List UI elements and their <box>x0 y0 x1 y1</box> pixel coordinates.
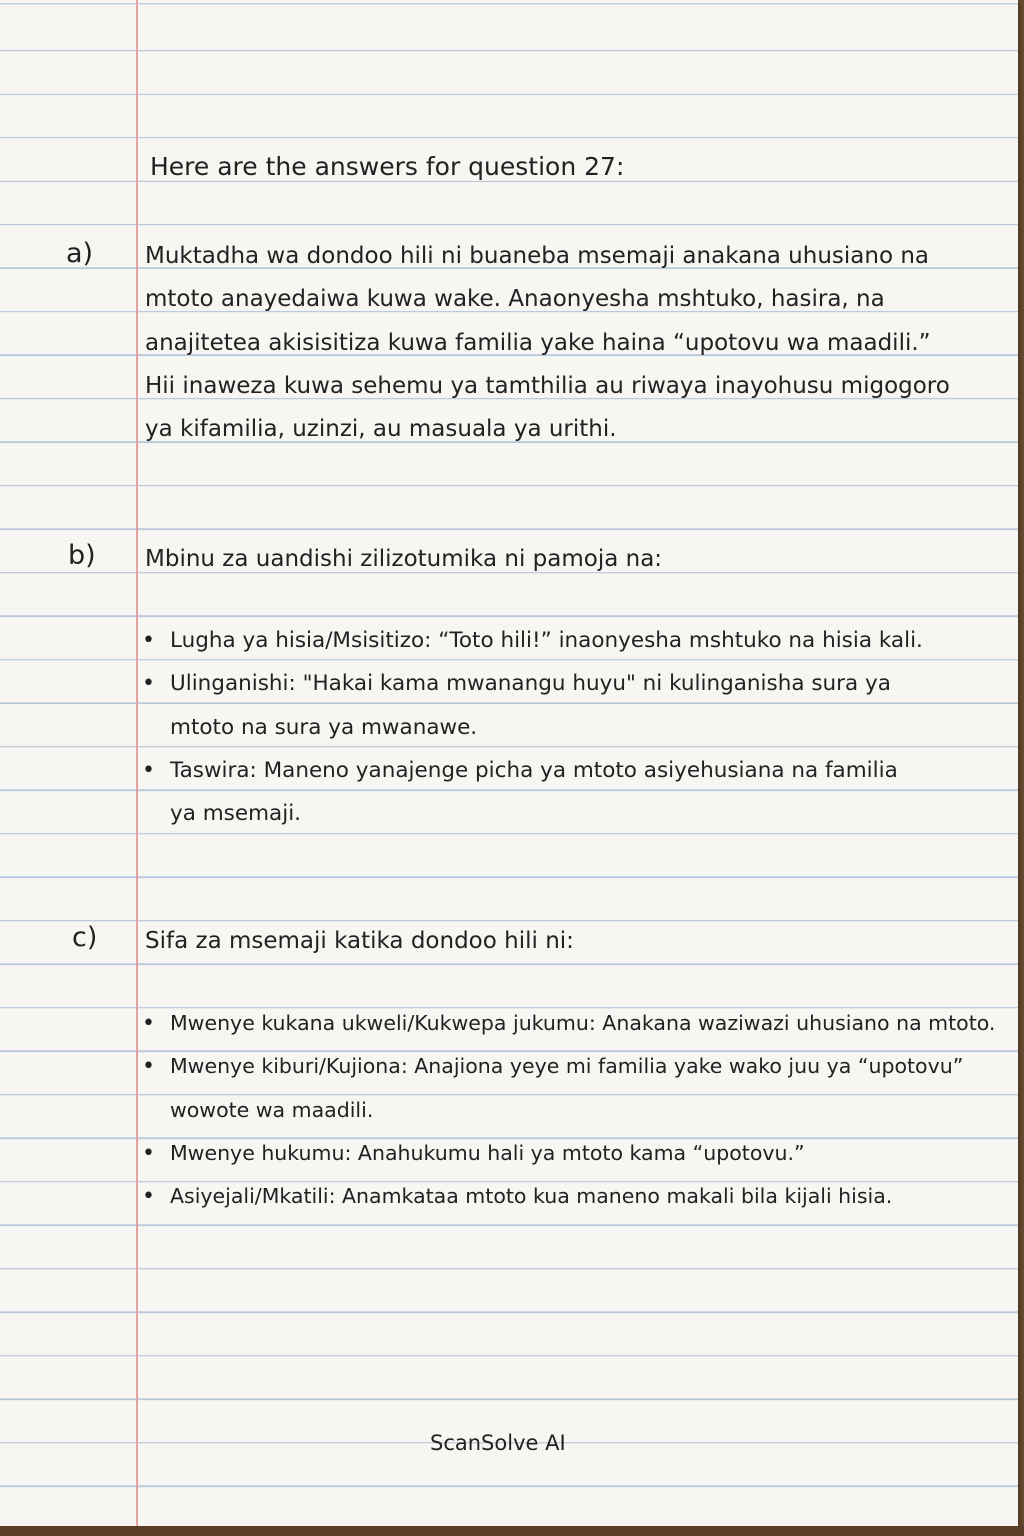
section-c-list <box>142 1002 1000 1218</box>
desk-surface <box>0 1526 1024 1536</box>
list-item: • Mwenye kukana ukweli/Kukwepa jukumu: Anakana waziwazi uhusiano na mtoto. <box>142 1002 1000 1045</box>
section-c-intro: Sifa za msemaji katika dondoo hili ni: <box>145 928 574 954</box>
list-item: • Mwenye kiburi/Kujiona: Anajiona yeye mi familia yake wako juu ya “upotovu” wowote wa maadili. <box>142 1045 1000 1132</box>
section-a-paragraph: Muktadha wa dondoo hili ni buaneba msemaji anakana uhusiano na mtoto anayedaiwa kuwa wake. Anaonyesha mshtuko, hasira, na anajitetea akisisitiza kuwa familia yake haina “upotovu wa maadili.” Hii inaweza kuwa sehemu ya tamthilia au riwaya inayohusu migogoro ya kifamilia, uzinzi, au masuala ya urithi. <box>145 243 950 443</box>
section-b-intro: Mbinu za uandishi zilizotumika ni pamoja na: <box>145 546 663 572</box>
list-item: • Ulinganishi: "Hakai kama mwanangu huyu" ni kulinganisha sura ya mtoto na sura ya mwanawe. <box>142 662 930 749</box>
footer-brand: ScanSolve AI <box>430 1431 566 1455</box>
list-item: • Lugha ya hisia/Msisitizo: “Toto hili!” inaonyesha mshtuko na hisia kali. <box>142 619 930 662</box>
page-title: Here are the answers for question 27: <box>150 152 625 181</box>
list-item: • Mwenye hukumu: Anahukumu hali ya mtoto kama “upotovu.” <box>142 1132 1000 1175</box>
list-item: • Taswira: Maneno yanajenge picha ya mtoto asiyehusiana na familia ya msemaji. <box>142 749 930 836</box>
section-b-label: b) <box>68 540 96 571</box>
section-a-label: a) <box>66 238 94 269</box>
margin-line <box>136 0 138 1526</box>
section-b-list <box>142 619 930 835</box>
list-item: • Asiyejali/Mkatili: Anamkataa mtoto kua maneno makali bila kijali hisia. <box>142 1175 1000 1218</box>
section-c-label: c) <box>72 922 98 953</box>
